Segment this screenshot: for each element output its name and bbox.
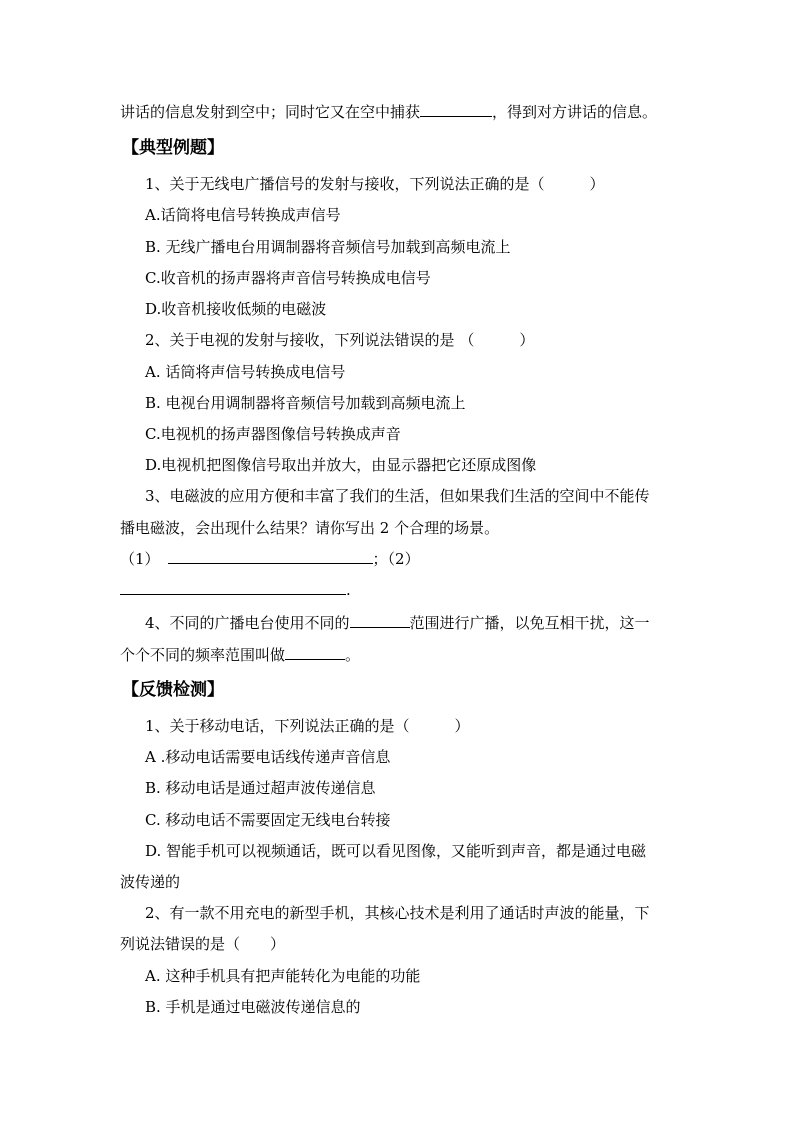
option-d[interactable]: D. 智能手机可以视频通话，既可以看见图像，又能听到声音，都是通过电磁 <box>145 842 647 860</box>
option-d[interactable]: D.收音机接收低频的电磁波 <box>145 300 327 318</box>
question-stem: 1、关于无线电广播信号的发射与接收，下列说法正确的是（ ） <box>145 175 605 193</box>
intro-text-before: 讲话的信息发射到空中；同时它又在空中捕获 <box>120 103 421 121</box>
option-c[interactable]: C.电视机的扬声器图像信号转换成声音 <box>145 425 401 443</box>
option-a[interactable]: A. 话筒将声信号转换成电信号 <box>145 363 346 381</box>
answer-blank[interactable] <box>168 549 373 564</box>
intro-text-after: ，得到对方讲话的信息。 <box>492 103 658 121</box>
answer-blank[interactable] <box>420 102 492 117</box>
stem-part: 。 <box>345 646 361 664</box>
intro-line <box>120 102 657 122</box>
answer-blank[interactable] <box>285 645 345 660</box>
option-d-cont: 波传递的 <box>120 873 181 891</box>
part-separator: ；（2） <box>372 550 420 568</box>
answer-blank[interactable] <box>350 613 410 628</box>
option-a[interactable]: A. 这种手机具有把声能转化为电能的功能 <box>145 967 421 985</box>
option-b[interactable]: B. 无线广播电台用调制器将音频信号加载到高频电流上 <box>145 238 511 256</box>
stem-part: 范围进行广播，以免互相干扰，这一 <box>409 614 650 632</box>
section-title-feedback: 【反馈检测】 <box>122 680 224 700</box>
answer-line-2 <box>120 580 351 600</box>
option-c[interactable]: C. 移动电话不需要固定无线电台转接 <box>145 811 391 829</box>
question-stem <box>145 613 650 633</box>
option-b[interactable]: B. 手机是通过电磁波传递信息的 <box>145 998 361 1016</box>
option-c[interactable]: C.收音机的扬声器将声音信号转换成电信号 <box>145 269 431 287</box>
section-title-typical-examples: 【典型例题】 <box>122 138 224 158</box>
stem-part: 个个不同的频率范围叫做 <box>120 646 286 664</box>
question-stem: 3、电磁波的应用方便和丰富了我们的生活，但如果我们生活的空间中不能传 <box>145 487 650 505</box>
question-stem: 2、关于电视的发射与接收，下列说法错误的是 （ ） <box>145 331 535 349</box>
answer-blank[interactable] <box>120 580 346 595</box>
question-stem: 1、关于移动电话，下列说法正确的是（ ） <box>145 717 470 735</box>
part-label: （1） <box>120 550 160 568</box>
stem-part: 4、不同的广播电台使用不同的 <box>145 614 350 632</box>
question-stem-cont: 播电磁波，会出现什么结果？请你写出 2 个合理的场景。 <box>120 519 500 537</box>
option-b[interactable]: B. 电视台用调制器将音频信号加载到高频电流上 <box>145 394 466 412</box>
option-a[interactable]: A.话筒将电信号转换成声信号 <box>145 206 341 224</box>
option-d[interactable]: D.电视机把图像信号取出并放大，由显示器把它还原成图像 <box>145 456 537 474</box>
question-stem: 2、有一款不用充电的新型手机，其核心技术是利用了通话时声波的能量，下 <box>145 904 650 922</box>
answer-line-1 <box>120 549 420 569</box>
question-stem-cont: 列说法错误的是（ ） <box>120 935 286 953</box>
end-mark: . <box>346 581 351 599</box>
option-b[interactable]: B. 移动电话是通过超声波传递信息 <box>145 779 376 797</box>
question-stem-cont <box>120 645 360 665</box>
option-a[interactable]: A .移动电话需要电话线传递声音信息 <box>145 748 391 766</box>
